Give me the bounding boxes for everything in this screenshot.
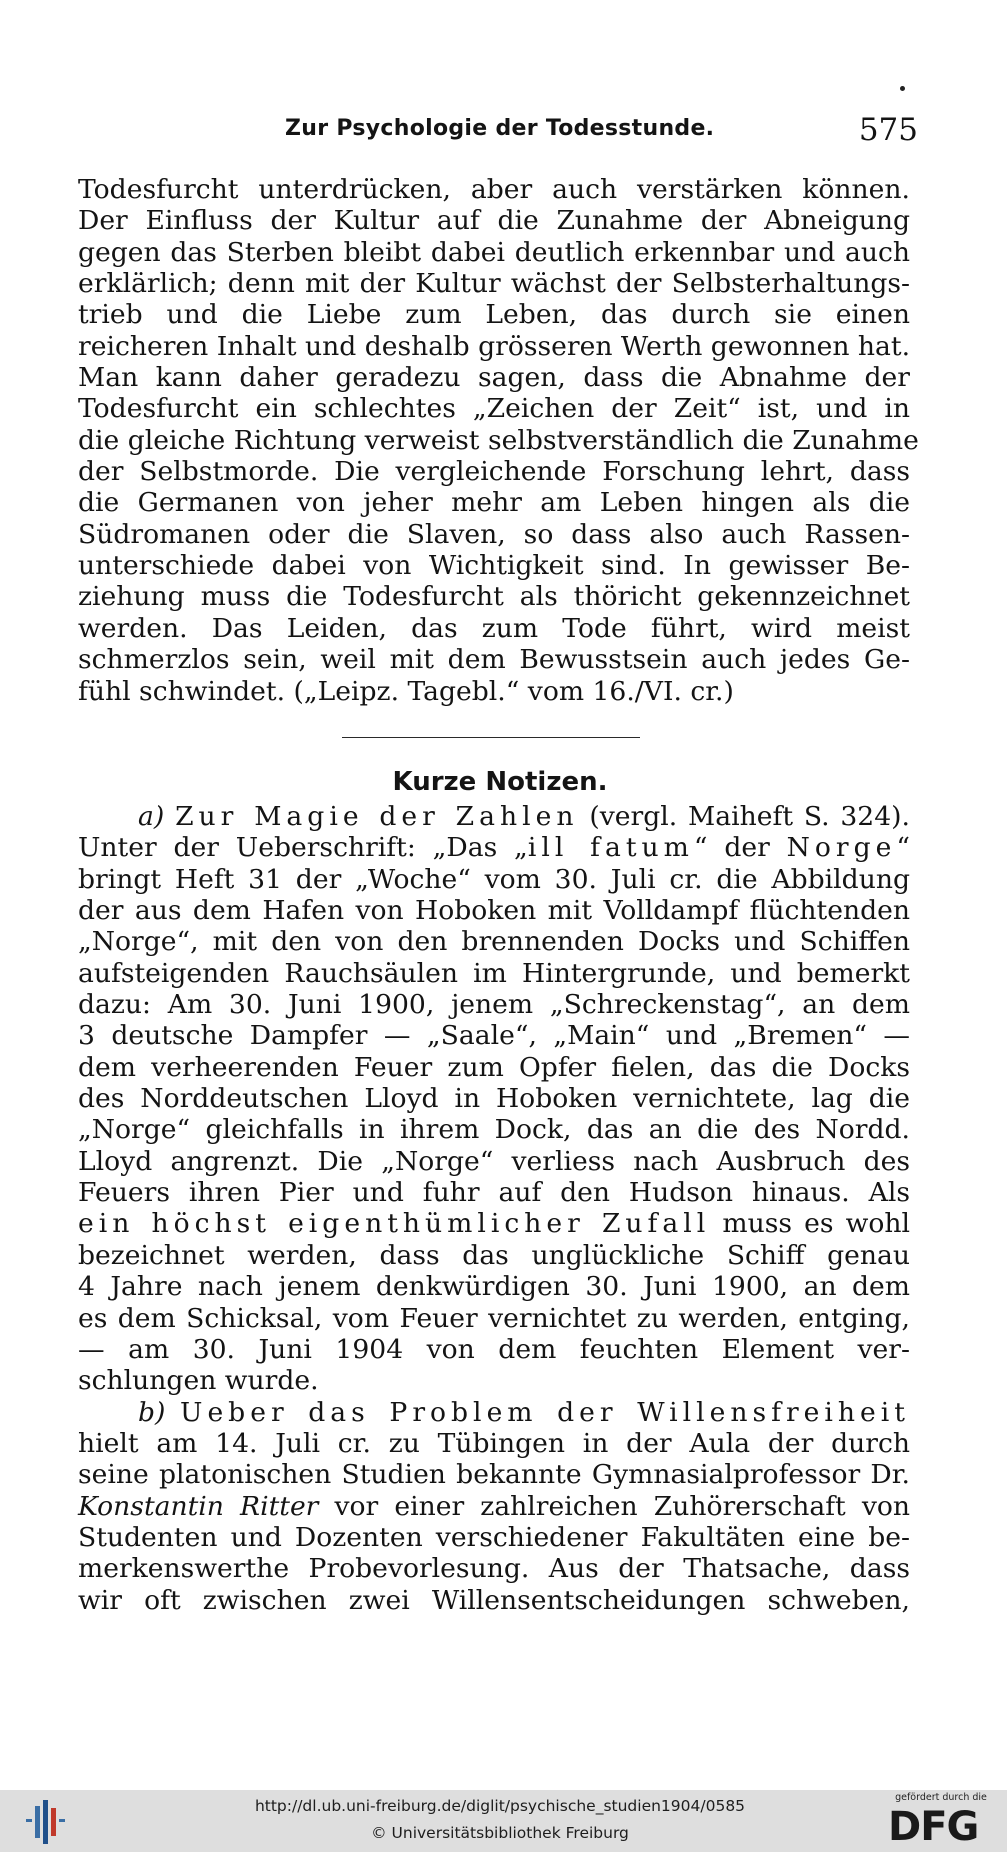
text-line: bezeichnet werden, dass das unglückliche Schiff genau [78, 1239, 910, 1271]
text-line: reicheren Inhalt und deshalb grösseren Werth gewonnen hat. [78, 330, 911, 362]
note-b-first-line [78, 1397, 910, 1428]
text-line: dem verheerenden Feuer zum Opfer fielen, das die Docks [78, 1051, 910, 1083]
text-line: schmerzlos sein, weil mit dem Bewusstsein auch jedes Ge- [78, 644, 910, 676]
note-marker: a) [138, 801, 165, 832]
text-line: Todesfurcht unterdrücken, aber auch verstärken können. [78, 174, 910, 205]
text-line: wir oft zwischen zwei Willensentscheidungen schweben, [78, 1584, 910, 1616]
text-line: des Norddeutschen Lloyd in Hoboken vernichtete, lag die [78, 1083, 910, 1115]
text-line: schlungen wurde. [78, 1365, 319, 1397]
text-line: 3 deutsche Dampfer — „Saale“, „Main“ und „Bremen“ — [78, 1020, 910, 1052]
text-span: muss es wohl [710, 1208, 910, 1240]
text-line: der Selbstmorde. Die vergleichende Forschung lehrt, dass [78, 456, 910, 488]
section-divider [342, 737, 640, 738]
dfg-logo [880, 1792, 1002, 1850]
text-line: aufsteigenden Rauchsäulen im Hintergrunde, und bemerkt [78, 957, 910, 989]
dfg-logo-mark: DFG [888, 1804, 979, 1850]
text-line: 4 Jahre nach jenem denkwürdigen 30. Juni 1900, an dem [78, 1271, 910, 1303]
text-span: vor einer zahlreichen Zuhörerschaft von [318, 1490, 911, 1522]
emphasis-span: Norge [786, 832, 897, 864]
text-line: gegen das Sterben bleibt dabei deutlich erkennbar und auch [78, 236, 910, 268]
text-line: erklärlich; denn mit der Kultur wächst der Selbsterhaltungs- [78, 268, 910, 300]
text-line: fühl schwindet. („Leipz. Tagebl.“ vom 16./VI. cr.) [78, 675, 734, 707]
text-span: Unter der Ueberschrift: „Das „ [78, 832, 528, 864]
ink-dot [900, 86, 905, 91]
section-heading: Kurze Notizen. [392, 767, 608, 797]
text-line: merkenswerthe Probevorlesung. Aus der Thatsache, dass [78, 1553, 910, 1585]
emphasis-span: ein höchst eigenthümlicher Zufall [78, 1208, 711, 1240]
running-title: Zur Psychologie der Todesstunde. [285, 116, 715, 141]
note-title: Ueber das Problem der Willensfreiheit [180, 1396, 910, 1428]
funding-caption: gefördert durch die [895, 1792, 987, 1803]
text-line: trieb und die Liebe zum Leben, das durch sie einen [78, 299, 910, 331]
text-line: Der Einfluss der Kultur auf die Zunahme der Abneigung [78, 205, 910, 237]
text-line: bringt Heft 31 der „Woche“ vom 30. Juli cr. die Abbildung [78, 863, 910, 895]
text-line: unterschiede dabei von Wichtigkeit sind. In gewisser Be- [78, 550, 910, 582]
text-line: ziehung muss die Todesfurcht als thöricht gekennzeichnet [78, 581, 910, 613]
text-line: Lloyd angrenzt. Die „Norge“ verliess nach Ausbruch des [78, 1145, 910, 1177]
note-title: Zur Magie der Zahlen [175, 801, 579, 832]
text-line [78, 832, 910, 863]
text-line: es dem Schicksal, vom Feuer vernichtet zu werden, entging, [78, 1302, 910, 1334]
text-line: Studenten und Dozenten verschiedener Fakultäten eine be- [78, 1521, 910, 1553]
text-line [78, 1208, 910, 1239]
text-span: “ der [693, 832, 787, 864]
text-line: — am 30. Juni 1904 von dem feuchten Element ver- [78, 1333, 910, 1365]
copyright-notice: © Universitätsbibliothek Freiburg [371, 1824, 629, 1842]
note-marker: b) [138, 1396, 166, 1428]
text-line: dazu: Am 30. Juni 1900, jenem „Schreckenstag“, an dem [78, 989, 910, 1021]
document-url[interactable]: http://dl.ub.uni-freiburg.de/diglit/psychische_studien1904/0585 [254, 1797, 746, 1815]
text-line [78, 1491, 910, 1522]
text-line: Südromanen oder die Slaven, so dass also auch Rassen- [78, 518, 910, 550]
text-line: „Norge“ gleichfalls in ihrem Dock, das an die des Nordd. [78, 1114, 910, 1146]
viewer-footer [0, 1790, 1007, 1852]
text-line: Feuers ihren Pier und fuhr auf den Hudson hinaus. Als [78, 1177, 910, 1209]
text-line: die Germanen von jeher mehr am Leben hingen als die [78, 487, 910, 519]
paragraph-todesfurcht [78, 174, 919, 707]
notes-block [78, 801, 910, 1616]
person-name: Konstantin Ritter [78, 1490, 319, 1522]
text-line: hielt am 14. Juli cr. zu Tübingen in der Aula der durch [78, 1427, 910, 1459]
note-a-first-line [78, 801, 910, 832]
note-ref: (vergl. Maiheft S. 324). [589, 801, 910, 832]
text-span: “ [896, 832, 910, 864]
text-line: Todesfurcht ein schlechtes „Zeichen der Zeit“ ist, und in [78, 393, 910, 425]
text-line: Man kann daher geradezu sagen, dass die Abnahme der [78, 362, 910, 394]
text-line: „Norge“, mit den von den brennenden Docks und Schiffen [78, 926, 910, 958]
page-number: 575 [858, 112, 918, 148]
text-line: werden. Das Leiden, das zum Tode führt, wird meist [78, 612, 910, 644]
text-line: seine platonischen Studien bekannte Gymnasialprofessor Dr. [78, 1459, 910, 1491]
text-line: der aus dem Hafen von Hoboken mit Volldampf flüchtenden [78, 895, 910, 927]
library-logo-icon [20, 1796, 70, 1846]
text-line: die gleiche Richtung verweist selbstverständlich die Zunahme [78, 424, 919, 456]
emphasis-span: ill fatum [527, 832, 694, 864]
